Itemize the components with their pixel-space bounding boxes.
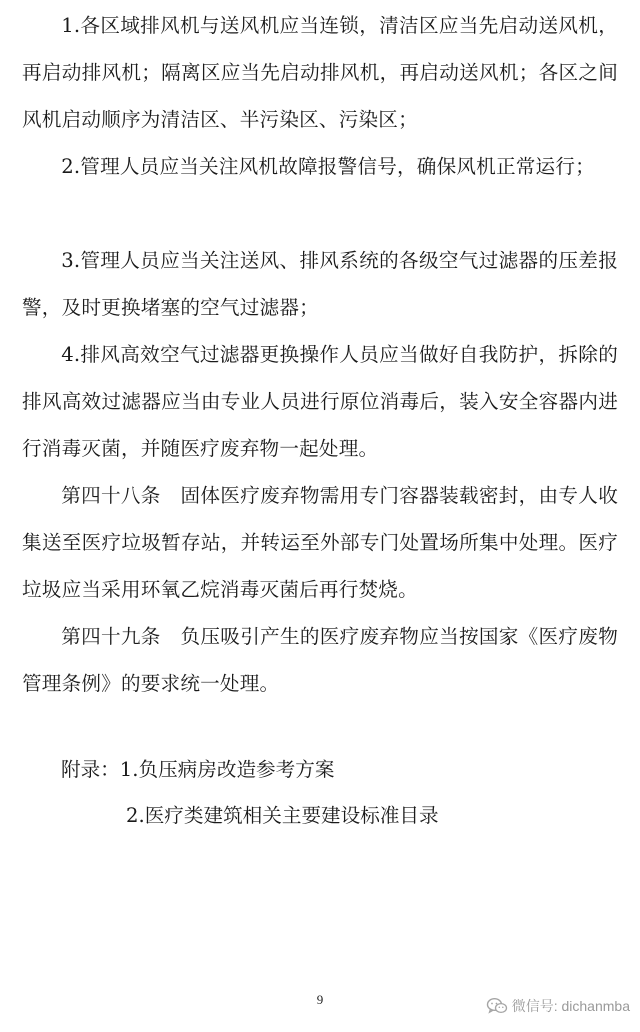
- paragraph-2: 2.管理人员应当关注风机故障报警信号，确保风机正常运行；: [61, 155, 595, 178]
- watermark: [486, 996, 630, 1016]
- paragraph-1: 1.各区域排风机与送风机应当连锁，清洁区应当先启动送风机，再启动排风机；隔离区应当先启动排风机，再启动送风机；各区之间风机启动顺序为清洁区、半污染区、污染区；: [22, 14, 618, 131]
- paragraph-article-49: 第四十九条 负压吸引产生的医疗废弃物应当按国家《医疗废物管理条例》的要求统一处理。: [22, 625, 618, 695]
- appendix-line-1: 附录：1.负压病房改造参考方案: [61, 758, 335, 781]
- paragraph-article-48: 第四十八条 固体医疗废弃物需用专门容器装载密封，由专人收集送至医疗垃圾暂存站，并转运至外部专门处置场所集中处理。医疗垃圾应当采用环氧乙烷消毒灭菌后再行焚烧。: [22, 484, 618, 601]
- wechat-icon: [486, 997, 508, 1015]
- page-number: 9: [316, 992, 324, 1007]
- appendix-line-2: 2.医疗类建筑相关主要建设标准目录: [126, 804, 439, 827]
- paragraph-3: 3.管理人员应当关注送风、排风系统的各级空气过滤器的压差报警，及时更换堵塞的空气过滤器；: [22, 249, 618, 319]
- watermark-text: 微信号: dichanmba: [511, 998, 630, 1014]
- paragraph-4: 4.排风高效空气过滤器更换操作人员应当做好自我防护，拆除的排风高效过滤器应当由专业人员进行原位消毒后，装入安全容器内进行消毒灭菌，并随医疗废弃物一起处理。: [22, 343, 618, 460]
